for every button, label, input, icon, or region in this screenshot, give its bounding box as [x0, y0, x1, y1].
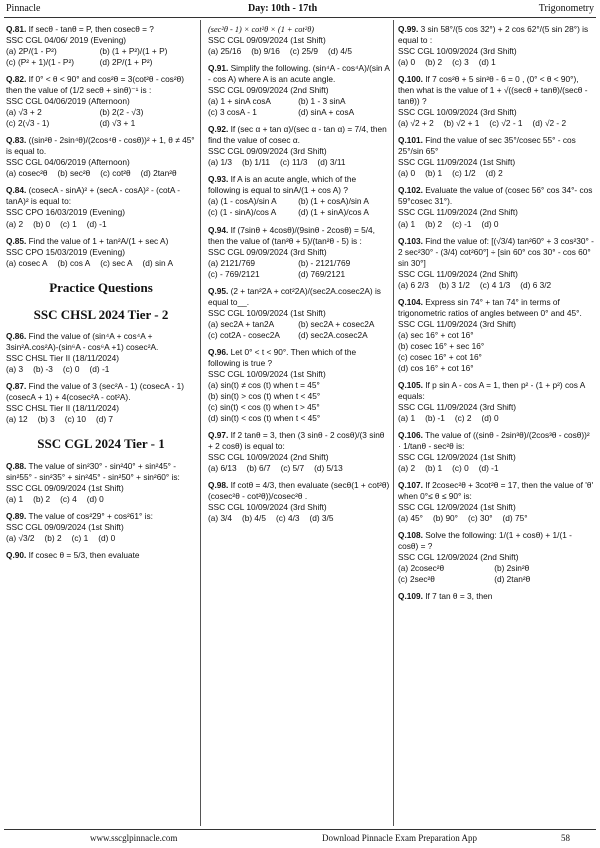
question-84: Q.84. (cosecA - sinA)² + (secA - cosA)² - (cotA - tanA)² is equal to: SSC CPO 16/03/2019 (Evening) (a) 2 (b) 0 (c) 1 (d) -1: [6, 185, 181, 229]
question-96: Q.96. Let 0° < t < 90°. Then which of the following is true ? SSC CGL 10/09/2024 (1st Shift) (a) sin(t) ≠ cos (t) when t = 45° (b) sin(t) > cos (t) when t < 45° (c) sin(t) < cos (t) when t > 45° (d) sin(t) < cos (t) when t < 45°: [208, 346, 357, 423]
question-109: Q.109. If 7 tan θ = 3, then: [398, 591, 493, 602]
page-header: [0, 0, 600, 18]
question-91: Q.91. Simplify the following. (sin⁴A - cos⁴A)/(sin A - cos A) where A is an acute angle. SSC CGL 09/09/2024 (2nd Shift) (a) 1 + sinA cosA (b) 1 - 3 sinA (c) 3 cosA - 1 (d) sinA + cosA: [208, 63, 390, 118]
question-83: Q.83. ((sin²θ - 2sin⁴θ)/(2cos⁴θ - cosθ))² + 1, θ ≠ 45° is equal to. SSC CGL 04/06/2019 (Afternoon) (a) cosec²θ (b) sec²θ (c) cot²θ (d) 2tan²θ: [6, 135, 195, 179]
question-108: Q.108. Solve the following: 1/(1 + cosθ) + 1/(1 - cosθ) = ? SSC CGL 12/09/2024 (2nd Shift) (a) 2cosec²θ (b) 2sin²θ (c) 2sec²θ (d) 2tan²θ: [398, 530, 572, 585]
practice-heading: Practice Questions: [49, 279, 153, 295]
question-107: Q.107. If 2cosec²θ + 3cot²θ = 17, then the value of 'θ' when 0°≤ θ ≤ 90° is: SSC CGL 12/09/2024 (1st Shift) (a) 45° (b) 90° (c) 30° (d) 75°: [398, 480, 594, 524]
question-105: Q.105. If p sin A - cos A = 1, then p² - (1 + p²) cos A equals: SSC CGL 11/09/2024 (3rd Shift) (a) 1 (b) -1 (c) 2 (d) 0: [398, 379, 585, 423]
question-85: Q.85. Find the value of 1 + tan²A/(1 + sec A) SSC CPO 15/03/2019 (Evening) (a) cosec A (b) cos A (c) sec A (d) sin A: [6, 235, 173, 268]
header-rule: [4, 17, 596, 18]
column-divider: [393, 20, 394, 826]
page-number: 58: [561, 833, 570, 843]
question-98: Q.98. If cotθ = 4/3, then evaluate (secθ(1 + cot²θ)(cosec²θ - cot²θ))/cosec²θ . SSC CGL 10/09/2024 (3rd Shift) (a) 3/4 (b) 4/5 (c) 4/3 (d) 3/5: [208, 480, 390, 524]
header-brand: Pinnacle: [6, 3, 41, 14]
question-100: Q.100. If 7 cos²θ + 5 sin²θ - 6 = 0 , (0° < θ < 90°), then what is the value of 1 + √((secθ + tanθ)/(secθ - tanθ)) ? SSC CGL 10/09/2024 (3rd Shift) (a) √2 + 2 (b) √2 + 1 (c) √2 - 1 (d) √2 - 2: [398, 74, 588, 129]
question-93: Q.93. If A is an acute angle, which of the following is equal to sinA/(1 + cos A) ? (a) (1 - cosA)/sin A (b) (1 + cosA)/sin A (c) (1 - sinA)/cos A (d) (1 + sinA)/cos A: [208, 174, 369, 218]
question-106: Q.106. The value of ((sinθ - 2sin³θ)/(2cos³θ - cosθ))² · 1/tanθ - sec²θ is: SSC CGL 12/09/2024 (1st Shift) (a) 2 (b) 1 (c) 0 (d) -1: [398, 430, 590, 474]
question-103: Q.103. Find the value of: [(√3/4) tan²60° + 3 cos²30° - 2 sec²30° - (3/4) cot²60°] ÷ [sin 60° cos 30° - cos 60° sin 30°] SSC CGL 11/09/2024 (2nd Shift) (a) 6 2/3 (b) 3 1/2 (c) 4 1/3 (d) 6 3/2: [398, 235, 594, 290]
chsl-heading: SSC CHSL 2024 Tier - 2: [33, 306, 169, 322]
question-102: Q.102. Evaluate the value of (cosec 56° cos 34°- cos 59°cosec 31°). SSC CGL 11/09/2024 (2nd Shift) (a) 1 (b) 2 (c) -1 (d) 0: [398, 185, 593, 229]
question-81: Q.81. If secθ - tanθ = P, then cosecθ = ? SSC CGL 04/06/ 2019 (Evening) (a) 2P/(1 - P²) (b) (1 + P²)/(1 + P) (c) (P² + 1)/(1 - P²) (d) 2P/(1 + P²): [6, 24, 168, 68]
question-97: Q.97. If 2 tanθ = 3, then (3 sinθ - 2 cosθ)/(3 sinθ + 2 cosθ) is equal to: SSC CGL 10/09/2024 (2nd Shift) (a) 6/13 (b) 6/7 (c) 5/7 (d) 5/13: [208, 430, 385, 474]
question-92: Q.92. If (sec α + tan α)/(sec α - tan α) = 7/4, then find the value of cosec α. SSC CGL 09/09/2024 (3rd Shift) (a) 1/3 (b) 1/11 (c) 11/3 (d) 3/11: [208, 124, 387, 168]
column-3: [398, 24, 594, 608]
question-101: Q.101. Find the value of sec 35°/cosec 55° - cos 25°/sin 65° SSC CGL 11/09/2024 (1st Shift) (a) 0 (b) 1 (c) 1/2 (d) 2: [398, 135, 576, 179]
question-86: Q.86. Find the value of (sin⁴A + cos⁴A + 3sin²A.cos²A)-(sin⁶A - cos⁶A +1) cosec²A. SSC CHSL Tier II (18/11/2024) (a) 3 (b) -3 (c) 0 (d) -1: [6, 331, 159, 375]
footer-website[interactable]: www.sscglpinnacle.com: [90, 833, 178, 843]
question-94: Q.94. If (7sinθ + 4cosθ)/(9sinθ - 2cosθ) = 5/4, then the value of (tan²θ + 5)/(tan²θ - 5) is : SSC CGL 09/09/2024 (3rd Shift) (a) 2121/769 (b) - 2121/769 (c) - 769/2121 (d) 769/2121: [208, 224, 375, 279]
cgl-heading: SSC CGL 2024 Tier - 1: [37, 436, 165, 452]
column-1: [6, 24, 196, 567]
column-divider: [200, 20, 201, 826]
page-footer: [0, 830, 600, 848]
header-topic: Trigonometry: [538, 3, 594, 14]
question-95: Q.95. (2 + tan²2A + cot²2A)/(sec2A.cosec2A) is equal to__. SSC CGL 10/09/2024 (1st Shift) (a) sec2A + tan2A (b) sec2A + cosec2A (c) cot2A - cosec2A (d) sec2A.cosec2A: [208, 285, 381, 340]
footer-app-promo: Download Pinnacle Exam Preparation App: [322, 833, 477, 843]
question-90-continued: (sec²θ - 1) × cot²θ × (1 + cot²θ) SSC CGL 09/09/2024 (1st Shift) (a) 25/16 (b) 9/16 (c) 25/9 (d) 4/5: [208, 25, 352, 57]
question-104: Q.104. Express sin 74° + tan 74° in terms of trigonometric ratios of angles between 0° and 45°. SSC CGL 11/09/2024 (3rd Shift) (a) sec 16° + cot 16° (b) cosec 16° + sec 16° (c) cosec 16° + cot 16° (d) cos 16° + cot 16°: [398, 296, 582, 373]
question-90: Q.90. If cosec θ = 5/3, then evaluate: [6, 549, 140, 560]
column-2: [208, 24, 390, 530]
question-88: Q.88. The value of sin²30° - sin²40° + sin²45° - sin²55° - sin²35° + sin²45° - sin²50° + sin²60° is: SSC CGL 09/09/2024 (1st Shift) (a) 1 (b) 2 (c) 4 (d) 0: [6, 460, 180, 504]
question-87: Q.87. Find the value of 3 (sec²A - 1) (cosecA - 1) (cosecA + 1) + 4(cosec²A - cot²A). SSC CHSL Tier II (18/11/2024) (a) 12 (b) 3 (c) 10 (d) 7: [6, 381, 185, 425]
header-day: Day: 10th - 17th: [248, 3, 318, 14]
question-82: Q.82. If 0° < θ < 90° and cos²θ = 3(cot²θ - cos²θ) then the value of (1/2 secθ + sinθ)⁻¹ is : SSC CGL 04/06/2019 (Afternoon) (a) √3 + 2 (b) 2(2 - √3) (c) 2(√3 - 1) (d) √3 + 1: [6, 74, 184, 129]
question-89: Q.89. The value of cos²29° + cos²61° is: SSC CGL 09/09/2024 (1st Shift) (a) √3/2 (b) 2 (c) 1 (d) 0: [6, 510, 153, 543]
question-99: Q.99. 3 sin 58°/(5 cos 32°) + 2 cos 62°/(5 sin 28°) is equal to : SSC CGL 10/09/2024 (3rd Shift) (a) 0 (b) 2 (c) 3 (d) 1: [398, 24, 589, 68]
